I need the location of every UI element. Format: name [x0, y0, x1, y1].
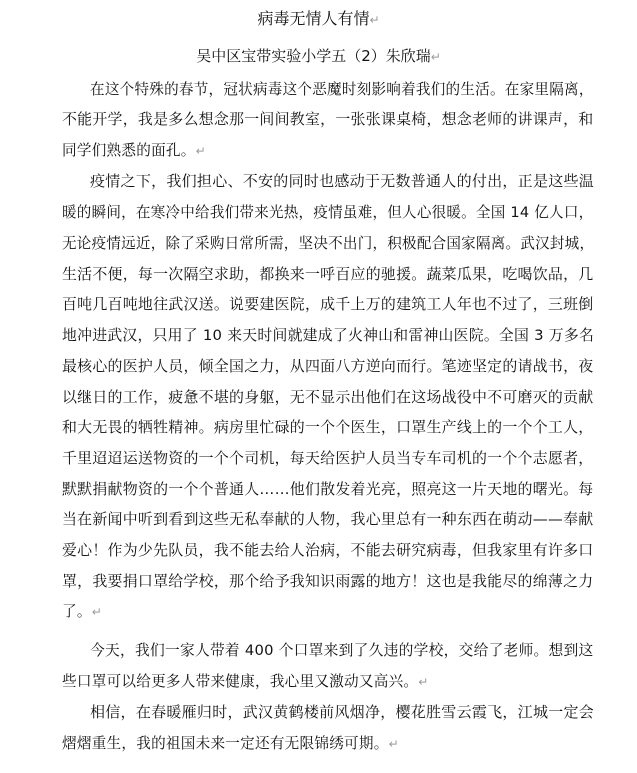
line-text: 千里迢迢运送物资的一个个司机，每天给医护人员当专车司机的一个个志愿者， [62, 450, 594, 467]
author-text: 吴中区宝带实验小学五（2）朱欣瑞 [196, 47, 431, 65]
body-line [62, 510, 593, 530]
body-line [62, 418, 593, 438]
line-text: 同学们熟悉的面孔。 [62, 142, 196, 159]
line-text: 爱心！作为少先队员，我不能去给人治病，不能去研究病毒，但我家里有许多口 [62, 542, 594, 559]
line-text: 相信，在春暖雁归时，武汉黄鹤楼前风烟净，樱花胜雪云霞飞，江城一定会 [90, 704, 595, 721]
body-line [62, 110, 593, 130]
line-text: 地冲进武汉，只用了 10 来天时间就建成了火神山和雷神山医院。全国 3 万多名 [62, 327, 595, 344]
body-line [62, 734, 399, 754]
document-title [0, 8, 637, 31]
body-line [62, 203, 593, 223]
body-line [90, 703, 594, 723]
line-text: 了。 [62, 603, 92, 620]
line-text: 在这个特殊的春节，冠状病毒这个恶魔时刻影响着我们的生活。在家里隔离， [90, 81, 594, 98]
line-text: 罩，我要捐口罩给学校，那个给予我知识雨露的地方！这也是我能尽的绵薄之力 [62, 573, 594, 590]
body-line [62, 265, 593, 285]
author-line [0, 45, 637, 68]
line-text: 和大无畏的牺牲精神。病房里忙碌的一个个医生，口罩生产线上的一个个工人， [62, 419, 594, 436]
line-text: 默默捐献物资的一个个普通人……他们散发着光亮，照亮这一片天地的曙光。每 [62, 481, 594, 498]
paragraph-mark-icon: ↵ [91, 605, 103, 619]
paragraph-mark-icon: ↵ [418, 675, 429, 689]
paragraph-mark-icon: ↵ [388, 737, 399, 751]
body-line [62, 234, 594, 254]
body-line [62, 295, 593, 315]
body-line [90, 641, 594, 661]
body-line [62, 480, 593, 500]
body-line [62, 357, 593, 377]
line-text: 今天，我们一家人带着 400 个口罩来到了久违的学校，交给了老师。想到这 [90, 642, 594, 659]
body-line [62, 326, 594, 346]
line-text: 最核心的医护人员，倾全国之力，从四面八方逆向而行。笔迹坚定的请战书，夜 [62, 358, 594, 375]
line-text: 当在新闻中听到看到这些无私奉献的人物，我心里总有一种东西在萌动——奉献 [62, 511, 594, 528]
body-line [90, 172, 594, 192]
paragraph-mark-icon: ↵ [430, 50, 441, 64]
body-line [62, 572, 593, 592]
body-line [62, 449, 593, 469]
line-text: 些口罩可以给更多人带来健康，我心里又激动又高兴。 [62, 673, 419, 690]
line-text: 无论疫情远近，除了采购日常所需，坚决不出门，积极配合国家隔离。武汉封城， [62, 235, 595, 252]
line-text: 百吨几百吨地往武汉送。说要建医院，成千上万的建筑工人年也不过了，三班倒 [62, 296, 594, 313]
line-text: 疫情之下，我们担心、不安的同时也感动于无数普通人的付出，正是这些温 [90, 173, 595, 190]
body-line [90, 80, 594, 100]
line-text: 暖的瞬间，在寒冷中给我们带来光热，疫情虽难，但人心很暖。全国 14 亿人口， [62, 204, 594, 221]
paragraph-mark-icon: ↵ [195, 144, 206, 158]
paragraph-mark-icon: ↵ [369, 13, 380, 27]
body-line [62, 141, 206, 161]
line-text: 熠熠重生，我的祖国未来一定还有无限锦绣可期。 [62, 735, 389, 752]
title-text: 病毒无情人有情 [257, 9, 370, 28]
body-line [62, 388, 593, 408]
body-line [62, 602, 102, 622]
line-text: 不能开学，我是多么想念那一间间教室，一张张课桌椅，想念老师的讲课声，和 [62, 111, 594, 128]
body-line [62, 672, 429, 692]
line-text: 以继日的工作，疲惫不堪的身躯，无不显示出他们在这场战役中不可磨灭的贡献 [62, 389, 594, 406]
body-line [62, 541, 593, 561]
line-text: 生活不便，每一次隔空求助，都换来一呼百应的驰援。蔬菜瓜果，吃喝饮品，几 [62, 266, 594, 283]
